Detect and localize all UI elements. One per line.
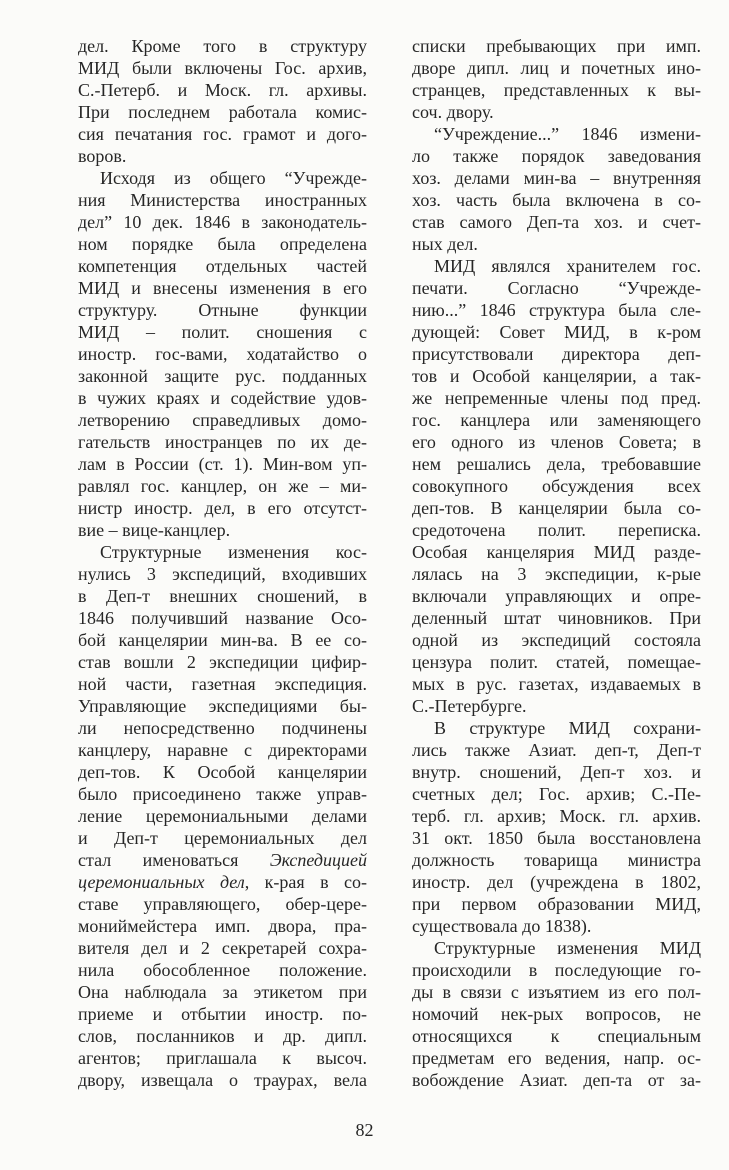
text-line: агентов; приглашала к высоч. <box>78 1048 367 1068</box>
text-line: дел” 10 дек. 1846 в законодатель- <box>78 212 367 232</box>
text-line: мониймейстера имп. двора, пра- <box>78 916 367 936</box>
text-line: ло также порядок заведования <box>412 146 701 166</box>
text-line: МИД – полит. сношения с <box>78 322 367 342</box>
paragraph <box>78 35 367 167</box>
text-line: нила обособленное положение. <box>78 960 367 980</box>
text-line: приеме и отбытии иностр. по- <box>78 1004 367 1024</box>
text-line: ли непосредственно подчинены <box>78 718 367 738</box>
paragraph <box>412 123 701 255</box>
text-line: счетных дел; Гос. архив; С.-Пе- <box>412 784 701 804</box>
text-line: должность товарища министра <box>412 850 701 870</box>
text-line: летворению справедливых домо- <box>78 410 367 430</box>
italic-text: церемониальных дел <box>78 872 245 892</box>
text-line: При последнем работала комис- <box>78 102 367 122</box>
text-line: ление церемониальными делами <box>78 806 367 826</box>
paragraph <box>412 35 701 123</box>
text-segment: , к-рая в со- <box>244 872 367 892</box>
text-line: лялась на 3 экспедиции, к-рые <box>412 564 701 584</box>
text-line: дел. Кроме того в структуру <box>78 36 367 56</box>
text-line: в Деп-т внешних сношений, в <box>78 586 367 606</box>
text-segment: стал именоваться <box>78 850 270 870</box>
paragraph <box>78 167 367 541</box>
text-line: внутр. сношений, Деп-т хоз. и <box>412 762 701 782</box>
left-column <box>78 35 367 1091</box>
text-line: “Учреждение...” 1846 измени- <box>434 124 701 144</box>
text-line: хоз. делами мин-ва – внутренняя <box>412 168 701 188</box>
text-line: нистр иностр. дел, в его отсутст- <box>78 498 367 518</box>
text-line: происходили в последующие го- <box>412 960 701 980</box>
text-line: ния Министерства иностранных <box>78 190 367 210</box>
paragraph <box>412 717 701 937</box>
text-line: ной части, газетная экспедиция. <box>78 674 367 694</box>
text-line: включали управляющих и опре- <box>412 586 701 606</box>
text-line: 1846 получивший название Осо- <box>78 608 367 628</box>
text-line: дующей: Совет МИД, в к-ром <box>412 322 701 342</box>
text-line: присутствовали директора деп- <box>412 344 701 364</box>
paragraph <box>412 937 701 1091</box>
text-line: лись также Азиат. деп-т, Деп-т <box>412 740 701 760</box>
text-line: же непременные члены под пред. <box>412 388 701 408</box>
text-line: одной из экспедиций состояла <box>412 630 701 650</box>
text-line: МИД были включены Гос. архив, <box>78 58 367 78</box>
text-line: Структурные изменения МИД <box>434 938 701 958</box>
text-line: тов и Особой канцелярии, а так- <box>412 366 701 386</box>
text-line: сия печатания гос. грамот и дого- <box>78 124 367 144</box>
text-line: печати. Согласно “Учрежде- <box>412 278 701 298</box>
text-line: странцев, представленных к вы- <box>412 80 701 100</box>
text-line: вобождение Азиат. деп-та от за- <box>412 1070 701 1090</box>
text-line: ных дел. <box>412 234 478 254</box>
paragraph <box>412 255 701 717</box>
text-line: цензура полит. статей, помещае- <box>412 652 701 672</box>
text-line: его одного из членов Совета; в <box>412 432 701 452</box>
text-line: было присоединено также управ- <box>78 784 367 804</box>
text-line: ды в связи с изъятием из его пол- <box>412 982 701 1002</box>
text-line: равлял гос. канцлер, он же – ми- <box>78 476 367 496</box>
text-line: Особая канцелярия МИД разде- <box>412 542 701 562</box>
text-line: нем решались дела, требовавшие <box>412 454 701 474</box>
text-line: деп-тов. В канцелярии была со- <box>412 498 701 518</box>
text-line: Исходя из общего “Учрежде- <box>100 168 367 188</box>
text-line: канцлеру, наравне с директорами <box>78 740 367 760</box>
text-line: иностр. дел (учреждена в 1802, <box>412 872 701 892</box>
text-line <box>78 871 367 893</box>
text-line: дворе дипл. лиц и почетных ино- <box>412 58 701 78</box>
text-line: МИД и внесены изменения в его <box>78 278 367 298</box>
text-line: совокупного обсуждения всех <box>412 476 701 496</box>
text-line: Управляющие экспедициями бы- <box>78 696 367 716</box>
text-line: слов, посланников и др. дипл. <box>78 1026 367 1046</box>
text-line: В структуре МИД сохрани- <box>434 718 701 738</box>
text-line: лам в России (ст. 1). Мин-вом уп- <box>78 454 367 474</box>
text-line: С.-Петербурге. <box>412 696 527 716</box>
page-number: 82 <box>355 1120 374 1140</box>
text-line: деленный штат чиновников. При <box>412 608 701 628</box>
text-line: Она наблюдала за этикетом при <box>78 982 367 1002</box>
text-line: существовала до 1838). <box>412 916 592 936</box>
text-line: списки пребывающих при имп. <box>412 36 701 56</box>
text-line: относящихся к специальным <box>412 1026 701 1046</box>
text-line: воров. <box>78 146 127 166</box>
text-line: терб. гл. архив; Моск. гл. архив. <box>412 806 701 826</box>
text-line: вие – вице-канцлер. <box>78 520 231 540</box>
paragraph <box>78 541 367 1091</box>
text-line: Структурные изменения кос- <box>100 542 367 562</box>
text-line: законной защите рус. подданных <box>78 366 367 386</box>
text-line: двору, извещала о траурах, вела <box>78 1070 367 1090</box>
text-line: став самого Деп-та хоз. и счет- <box>412 212 701 232</box>
text-line: 31 окт. 1850 была восстановлена <box>412 828 701 848</box>
text-line: структуру. Отныне функции <box>78 300 367 320</box>
text-line: при первом образовании МИД, <box>412 894 701 914</box>
text-line: гос. канцлера или заменяющего <box>412 410 701 430</box>
text-line: и Деп-т церемониальных дел <box>78 828 367 848</box>
text-line: хоз. часть была включена в со- <box>412 190 701 210</box>
text-line: номочий нек-рых вопросов, не <box>412 1004 701 1024</box>
text-line: гательств иностранцев по их де- <box>78 432 367 452</box>
text-line: С.-Петерб. и Моск. гл. архивы. <box>78 80 367 100</box>
text-line: компетенция отдельных частей <box>78 256 367 276</box>
text-line: соч. двору. <box>412 102 494 122</box>
text-line: нулись 3 экспедиций, входивших <box>78 564 367 584</box>
text-line: мых в рус. газетах, издаваемых в <box>412 674 701 694</box>
text-line: иностр. гос-вами, ходатайство о <box>78 344 367 364</box>
text-line: предметам его ведения, напр. ос- <box>412 1048 701 1068</box>
italic-text: Экспедицией <box>269 850 367 870</box>
text-line: ставе управляющего, обер-цере- <box>78 894 367 914</box>
text-line: МИД являлся хранителем гос. <box>434 256 701 276</box>
text-line: став вошли 2 экспедиции цифир- <box>78 652 367 672</box>
text-line: бой канцелярии мин-ва. В ее со- <box>78 630 367 650</box>
text-line: средоточена полит. переписка. <box>412 520 701 540</box>
text-line: нию...” 1846 структура была сле- <box>412 300 701 320</box>
text-line: в чужих краях и содействие удов- <box>78 388 367 408</box>
text-line: деп-тов. К Особой канцелярии <box>78 762 367 782</box>
text-line: вителя дел и 2 секретарей сохра- <box>78 938 367 958</box>
text-line <box>78 849 367 871</box>
right-column <box>412 35 701 1091</box>
text-line: ном порядке была определена <box>78 234 367 254</box>
